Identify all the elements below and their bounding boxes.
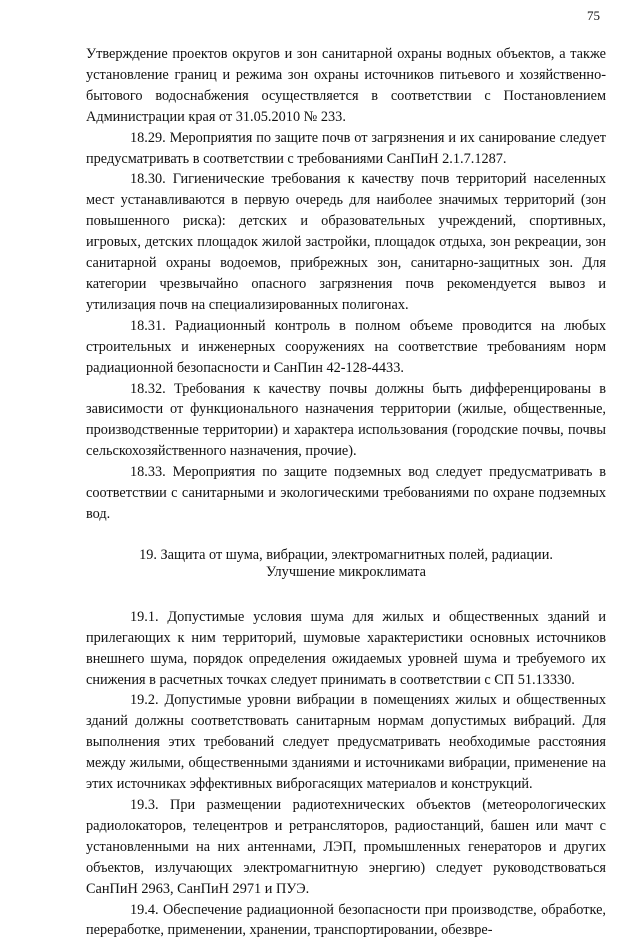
paragraph-19-2: 19.2. Допустимые уровни вибрации в помещениях жилых и общественных зданий должны соответствовать санитарным нормам допустимых вибраций. Для выполнения этих требований следует предусматривать необходимые расстояния между жилыми, общественными зданиями и источниками вибрации, применение на этих источниках эффективных виброгасящих материалов и конструкций. (86, 692, 606, 793)
paragraph-intro: Утверждение проектов округов и зон санитарной охраны водных объектов, а также установление границ и режима зон охраны источников питьевого и хозяйственно-бытового водоснабжения осуществляется в соответствии с Постановлением Администрации края от 31.05.2010 № 233. (86, 46, 606, 125)
paragraph-18-30: 18.30. Гигиенические требования к качеству почв территорий населенных мест устанавливаются в первую очередь для наиболее значимых территорий (зон повышенного риска): детских и образовательных учреждений, спортивных, игровых, детских площадок жилой застройки, площадок отдыха, зон рекреации, зон санитарной охраны водоемов, прибрежных зон, санитарно-защитных зон. Для категории чрезвычайно опасного загрязнения почв рекомендуется вывоз и утилизация почв на специализированных полигонах. (86, 171, 606, 313)
paragraph-19-3: 19.3. При размещении радиотехнических объектов (метеорологических радиолокаторов, телецентров и ретрансляторов, радиостанций, башен или мачт с установленными на них антеннами, ЛЭП, промышленных генераторов и других объектов, излучающих электромагнитную энергию) следует руководствоваться СанПиН 2963, СанПиН 2971 и ПУЭ. (86, 797, 606, 897)
paragraph-18-31: 18.31. Радиационный контроль в полном объеме проводится на любых строительных и инженерных сооружениях на соответствие требованиям норм радиационной безопасности и СанПин 42-128-4433. (86, 317, 606, 376)
paragraph-18-32: 18.32. Требования к качеству почвы должны быть дифференцированы в зависимости от функционального назначения территории (жилые, общественные, производственные территории) и характера использования (городские почвы, почвы сельскохозяйственного назначения, прочие). (86, 380, 606, 460)
section-heading-line-2: Улучшение микроклимата (266, 563, 426, 580)
page-number: 75 (587, 8, 600, 23)
section-heading-line-1: 19. Защита от шума, вибрации, электромагнитных полей, радиации. (139, 546, 553, 563)
paragraph-18-29: 18.29. Мероприятия по защите почв от загрязнения и их санирование следует предусматривать в соответствии с требованиями СанПиН 2.1.7.1287. (86, 129, 606, 167)
paragraph-19-4: 19.4. Обеспечение радиационной безопасности при производстве, обработке, переработке, применении, хранении, транспортировании, обезвре- (86, 901, 606, 939)
paragraph-19-1: 19.1. Допустимые условия шума для жилых и общественных зданий и прилегающих к ним территорий, шумовые характеристики основных источников внешнего шума, порядок определения ожидаемых уровней шума и требуемого их снижения в расчетных точках следует принимать в соответствии с СП 51.13330. (86, 608, 606, 688)
paragraph-18-33: 18.33. Мероприятия по защите подземных вод следует предусматривать в соответствии с санитарными и экологическими требованиями по охране подземных вод. (86, 464, 606, 522)
document-body (86, 44, 606, 941)
section-heading (86, 547, 606, 581)
